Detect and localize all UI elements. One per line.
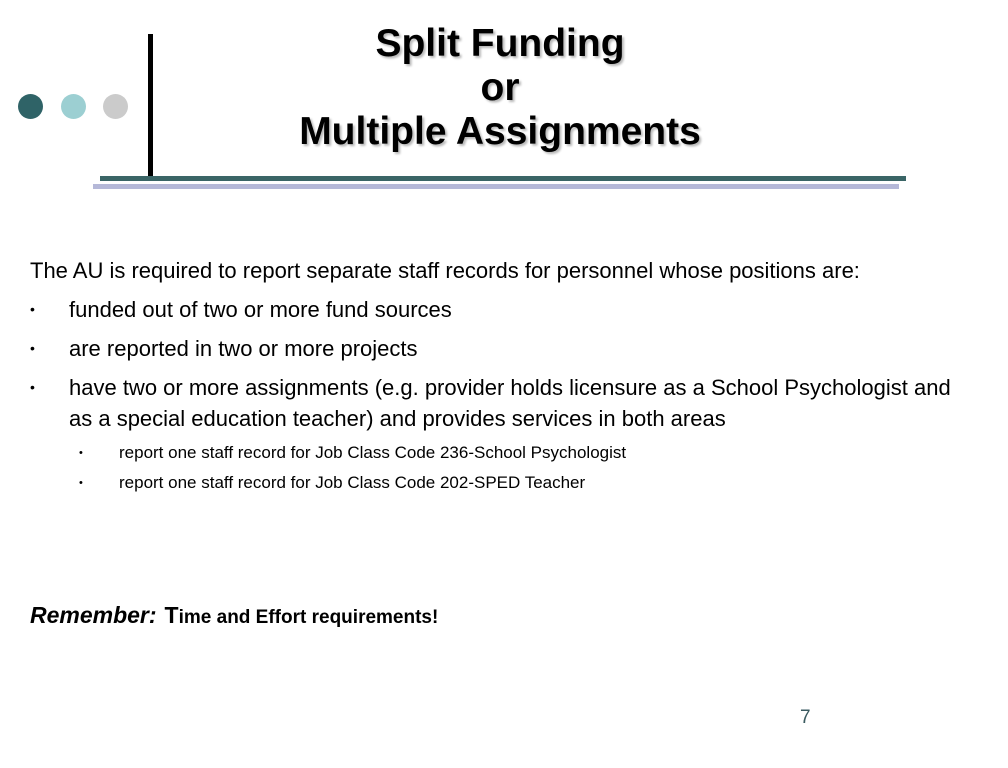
remember-text: ime and Effort requirements! <box>178 607 439 628</box>
bullet-item <box>30 372 970 434</box>
title-underline-teal <box>100 176 906 181</box>
decorative-dot-dark <box>18 94 43 119</box>
remember-note <box>30 602 438 629</box>
decorative-dot-light <box>61 94 86 119</box>
bullet-item <box>30 294 970 325</box>
sub-bullet-text: report one staff record for Job Class Code 202-SPED Teacher <box>119 473 586 492</box>
sub-bullet-dot: • <box>79 447 83 459</box>
bullet-text: funded out of two or more fund sources <box>69 297 452 322</box>
decorative-dot-grey <box>103 94 128 119</box>
slide-body <box>30 255 970 494</box>
sub-bullet-dot: • <box>79 477 83 489</box>
title-underline-lavender <box>93 184 899 189</box>
bullet-text: are reported in two or more projects <box>69 336 418 361</box>
intro-text: The AU is required to report separate staff records for personnel whose positions are: <box>30 258 860 283</box>
bullet-dot: • <box>30 301 35 317</box>
slide-title <box>200 22 800 154</box>
sub-bullet-list <box>30 442 970 494</box>
title-line-3: Multiple Assignments <box>299 110 701 153</box>
bullet-dot: • <box>30 340 35 356</box>
remember-label: Remember: <box>30 602 157 628</box>
sub-bullet-text: report one staff record for Job Class Code 236-School Psychologist <box>119 443 627 462</box>
bullet-dot: • <box>30 379 35 395</box>
bullet-text: have two or more assignments (e.g. provider holds licensure as a School Psychologist and as a special education teacher) and provides services in both areas <box>69 375 951 431</box>
title-line-1: Split Funding <box>375 22 625 65</box>
title-line-2: or <box>480 66 520 109</box>
page-number: 7 <box>800 707 811 728</box>
sub-bullet-item <box>30 442 970 464</box>
sub-bullet-item <box>30 472 970 494</box>
title-vertical-bar <box>148 34 153 176</box>
bullet-item <box>30 333 970 364</box>
remember-first-letter: T <box>164 602 179 628</box>
